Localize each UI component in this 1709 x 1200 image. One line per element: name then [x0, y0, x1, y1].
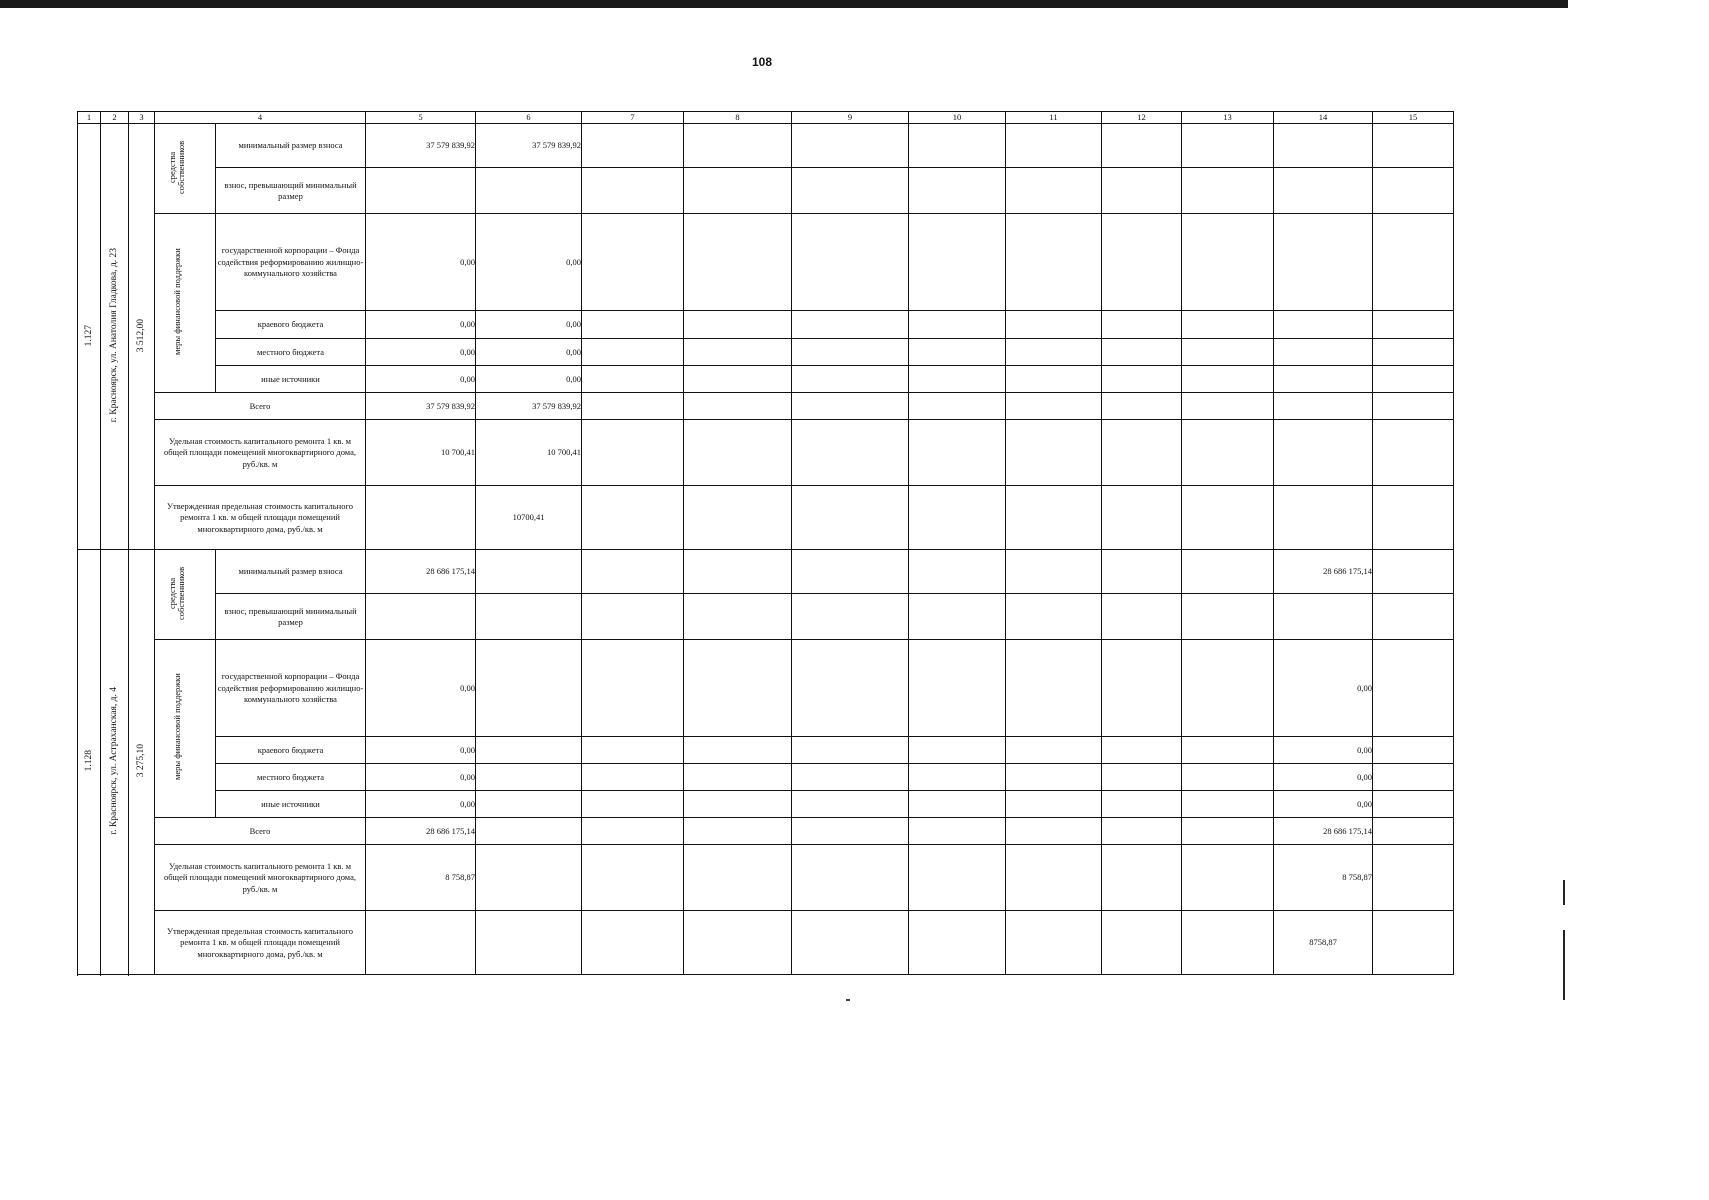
value-cell: 0,00 [476, 214, 582, 311]
scan-edge-mark [1563, 930, 1565, 1000]
record-id-cell [78, 550, 101, 975]
capital-repair-table [77, 111, 1454, 975]
table-row [78, 640, 1454, 737]
value-cell [1274, 366, 1373, 393]
row-label-cost-limit: Утвержденная предельная стоимость капитального ремонта 1 кв. м общей площади помещений многоквартирного дома, руб./кв. м [155, 911, 366, 975]
row-label-regional-budget: краевого бюджета [216, 737, 366, 764]
group-support-cell [155, 640, 216, 818]
value-cell: 0,00 [1274, 737, 1373, 764]
record-id-cell [78, 124, 101, 550]
column-header: 7 [582, 112, 684, 124]
table-row [78, 339, 1454, 366]
value-cell: 10700,41 [476, 486, 582, 550]
value-cell: 37 579 839,92 [476, 393, 582, 420]
row-label-other-sources: иные источники [216, 366, 366, 393]
value-cell [476, 911, 582, 975]
scan-edge-mark [1563, 880, 1565, 905]
value-cell [1274, 214, 1373, 311]
value-cell: 8 758,87 [1274, 845, 1373, 911]
table-body [78, 112, 1454, 975]
value-cell [476, 764, 582, 791]
table-row [78, 214, 1454, 311]
value-cell [476, 550, 582, 594]
value-cell [476, 640, 582, 737]
value-cell: 37 579 839,92 [476, 124, 582, 168]
value-cell: 0,00 [366, 311, 476, 339]
value-cell: 10 700,41 [366, 420, 476, 486]
column-header: 12 [1102, 112, 1182, 124]
value-cell: 0,00 [1274, 764, 1373, 791]
column-header: 11 [1006, 112, 1102, 124]
group-support-label: меры финансовой поддержки [172, 673, 182, 781]
row-label-unit-cost: Удельная стоимость капитального ремонта 1 кв. м общей площади помещений многоквартирного дома, руб./кв. м [155, 845, 366, 911]
value-cell: 8 758,87 [366, 845, 476, 911]
record-id: 1.127 [83, 324, 94, 346]
record-id: 1.128 [83, 750, 94, 772]
value-cell [476, 845, 582, 911]
value-cell: 0,00 [366, 339, 476, 366]
row-label-local-budget: местного бюджета [216, 339, 366, 366]
value-cell: 28 686 175,14 [366, 550, 476, 594]
column-header: 14 [1274, 112, 1373, 124]
record-area: 3 512,00 [136, 318, 147, 352]
row-label-cost-limit: Утвержденная предельная стоимость капитального ремонта 1 кв. м общей площади помещений многоквартирного дома, руб./кв. м [155, 486, 366, 550]
value-cell: 37 579 839,92 [366, 124, 476, 168]
record-area: 3 275,10 [136, 744, 147, 778]
table-row [78, 791, 1454, 818]
value-cell [476, 818, 582, 845]
value-cell: 8758,87 [1274, 911, 1373, 975]
value-cell [1274, 420, 1373, 486]
table-row [78, 168, 1454, 214]
row-label-state-fund: государственной корпорации – Фонда содействия реформированию жилищно-коммунального хозяйства [216, 214, 366, 311]
group-support-label: меры финансовой поддержки [172, 248, 182, 356]
column-header: 3 [129, 112, 155, 124]
value-cell: 0,00 [476, 339, 582, 366]
table-row [78, 311, 1454, 339]
value-cell: 28 686 175,14 [366, 818, 476, 845]
scan-artifact [846, 999, 850, 1001]
value-cell: 0,00 [366, 214, 476, 311]
column-header: 8 [684, 112, 792, 124]
value-cell: 0,00 [366, 640, 476, 737]
row-label-total: Всего [155, 393, 366, 420]
group-owners-cell [155, 124, 216, 214]
group-support-cell [155, 214, 216, 393]
address-cell [101, 550, 129, 975]
group-owners-label: средства собственников [167, 566, 186, 620]
row-label-min-contribution: минимальный размер взноса [216, 124, 366, 168]
value-cell: 37 579 839,92 [366, 393, 476, 420]
column-header: 10 [909, 112, 1006, 124]
value-cell [1274, 124, 1373, 168]
value-cell: 0,00 [476, 311, 582, 339]
column-header: 6 [476, 112, 582, 124]
value-cell: 0,00 [476, 366, 582, 393]
value-cell [1274, 486, 1373, 550]
area-cell [129, 124, 155, 550]
value-cell [1274, 393, 1373, 420]
table-row [78, 366, 1454, 393]
table-row [78, 393, 1454, 420]
value-cell: 10 700,41 [476, 420, 582, 486]
table-row [78, 845, 1454, 911]
value-cell: 28 686 175,14 [1274, 550, 1373, 594]
column-header: 13 [1182, 112, 1274, 124]
row-label-regional-budget: краевого бюджета [216, 311, 366, 339]
row-label-state-fund: государственной корпорации – Фонда содействия реформированию жилищно-коммунального хозяйства [216, 640, 366, 737]
value-cell [476, 737, 582, 764]
value-cell: 0,00 [1274, 640, 1373, 737]
value-cell: 0,00 [366, 791, 476, 818]
row-label-min-contribution: минимальный размер взноса [216, 550, 366, 594]
column-header-row [78, 112, 1454, 124]
group-owners-cell [155, 550, 216, 640]
column-header: 1 [78, 112, 101, 124]
table-row [78, 420, 1454, 486]
table-row [78, 818, 1454, 845]
table-row [78, 486, 1454, 550]
table-row [78, 594, 1454, 640]
value-cell: 0,00 [366, 366, 476, 393]
table-row [78, 124, 1454, 168]
group-owners-label: средства собственников [167, 140, 186, 194]
row-label-over-minimum: взнос, превышающий минимальный размер [216, 168, 366, 214]
value-cell [1274, 311, 1373, 339]
area-cell [129, 550, 155, 975]
value-cell [1274, 339, 1373, 366]
column-header: 5 [366, 112, 476, 124]
value-cell: 0,00 [366, 764, 476, 791]
column-header: 4 [155, 112, 366, 124]
row-label-over-minimum: взнос, превышающий минимальный размер [216, 594, 366, 640]
value-cell: 0,00 [366, 737, 476, 764]
value-cell: 0,00 [1274, 791, 1373, 818]
row-label-other-sources: иные источники [216, 791, 366, 818]
column-header: 15 [1373, 112, 1454, 124]
row-label-unit-cost: Удельная стоимость капитального ремонта 1 кв. м общей площади помещений многоквартирного дома, руб./кв. м [155, 420, 366, 486]
record-address: г. Красноярск, ул. Анатолия Гладкова, д. 23 [109, 248, 120, 423]
column-header: 2 [101, 112, 129, 124]
value-cell [476, 791, 582, 818]
value-cell: 28 686 175,14 [1274, 818, 1373, 845]
record-address: г. Красноярск, ул. Астраханская, д. 4 [109, 686, 120, 835]
table-row [78, 764, 1454, 791]
column-header: 9 [792, 112, 909, 124]
table-row [78, 911, 1454, 975]
scan-top-edge [0, 0, 1568, 8]
table-row [78, 737, 1454, 764]
table-row [78, 550, 1454, 594]
address-cell [101, 124, 129, 550]
row-label-local-budget: местного бюджета [216, 764, 366, 791]
page-number: 108 [752, 55, 773, 69]
row-label-total: Всего [155, 818, 366, 845]
